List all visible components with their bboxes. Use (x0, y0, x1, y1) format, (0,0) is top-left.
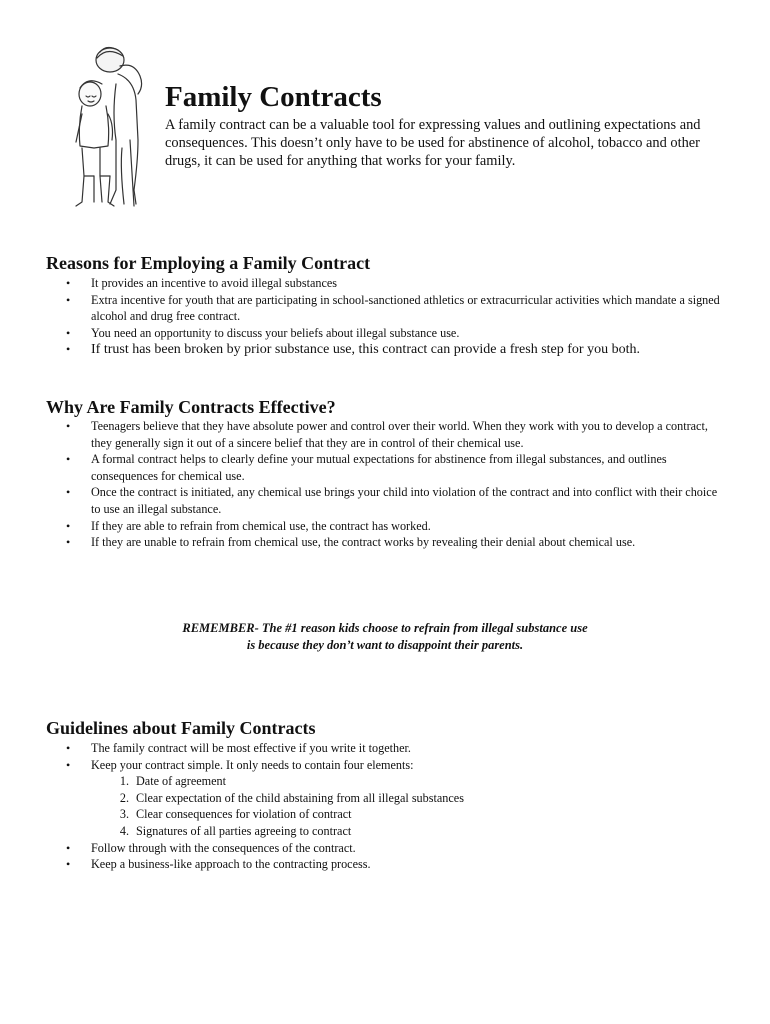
list-item: • Keep your contract simple. It only needs to contain four elements: 1. Date of agreement 2. Clear expectation of the child abstaining from all illegal substances 3. Clear consequences for violation of contract 4. Signatures of all parties agreeing to contract (46, 757, 726, 840)
bullet-icon: • (66, 535, 71, 550)
bullet-icon: • (66, 452, 71, 467)
bullet-icon: • (66, 840, 71, 855)
reasons-heading: Reasons for Employing a Family Contract (46, 253, 371, 273)
list-item: • Once the contract is initiated, any chemical use brings your child into violation of the contract and into conflict with their choice to use an illegal substance. (66, 485, 718, 516)
reasons-list (46, 275, 726, 358)
list-item: • You need an opportunity to discuss your beliefs about illegal substance use. (66, 325, 460, 340)
list-item: • If they are unable to refrain from chemical use, the contract works by revealing their denial about chemical use. (66, 535, 636, 550)
bullet-icon: • (66, 857, 71, 872)
list-item: • If trust has been broken by prior substance use, this contract can provide a fresh step for you both. (66, 342, 640, 358)
parent-child-sketch-icon (70, 44, 158, 212)
list-item: • Teenagers believe that they have absolute power and control over their world. When they work with you to develop a contract, they generally sign it out of a sincere belief that they are in control of their chemical use. (66, 419, 708, 450)
list-item: • The family contract will be most effective if you write it together. (66, 741, 411, 755)
list-item: • A formal contract helps to clearly define your mutual expectations for abstinence from illegal substances, and outlines consequences for chemical use. (66, 452, 667, 483)
list-item: • Follow through with the consequences of the contract. (66, 840, 356, 855)
numbered-item: 2. Clear expectation of the child abstaining from all illegal substances (119, 790, 464, 805)
effective-list (46, 418, 726, 551)
remember-line-2: is because they don’t want to disappoint their parents. (246, 638, 524, 652)
numbered-item: 3. Clear consequences for violation of contract (119, 807, 352, 822)
list-item: • Keep a business-like approach to the contracting process. (66, 857, 371, 872)
bullet-icon: • (66, 276, 71, 290)
bullet-icon: • (66, 292, 71, 307)
bullet-icon: • (66, 518, 71, 533)
remember-callout (100, 620, 670, 654)
bullet-icon: • (66, 757, 71, 772)
list-item: • It provides an incentive to avoid illegal substances (66, 276, 338, 290)
intro-paragraph: A family contract can be a valuable tool for expressing values and outlining expectations and consequences. This doesn’t only have to be used for abstinence of alcohol, tobacco and other drugs, it can be used for anything that works for your family. (165, 117, 701, 169)
numbered-item: 4. Signatures of all parties agreeing to contract (119, 823, 352, 838)
contract-elements-list (91, 773, 726, 839)
bullet-icon: • (66, 342, 71, 357)
remember-line-1: REMEMBER- The #1 reason kids choose to refrain from illegal substance use (182, 621, 588, 635)
bullet-icon: • (66, 325, 71, 340)
bullet-icon: • (66, 419, 71, 433)
page-title: Family Contracts (165, 81, 382, 113)
guidelines-list (46, 740, 726, 873)
list-item: • If they are able to refrain from chemical use, the contract has worked. (66, 518, 431, 533)
effective-heading: Why Are Family Contracts Effective? (46, 397, 336, 417)
numbered-item: 1. Date of agreement (119, 774, 227, 789)
list-item: • Extra incentive for youth that are participating in school-sanctioned athletics or extracurricular activities which mandate a signed alcohol and drug free contract. (66, 292, 720, 324)
bullet-icon: • (66, 485, 71, 500)
bullet-icon: • (66, 741, 71, 755)
guidelines-heading: Guidelines about Family Contracts (46, 718, 316, 738)
